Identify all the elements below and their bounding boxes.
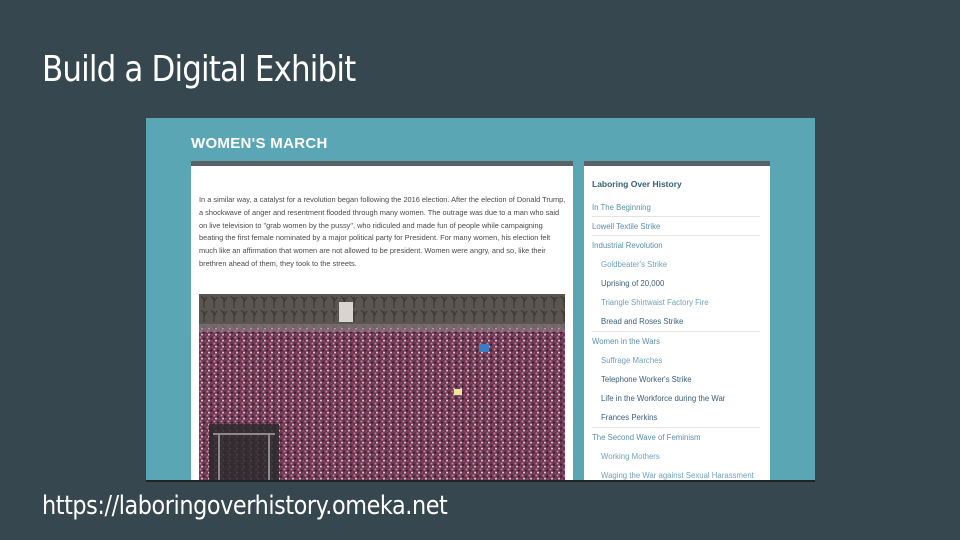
nav-item-frances-perkins[interactable]: Frances Perkins: [592, 408, 760, 428]
exhibit-nav: [592, 198, 760, 481]
website-screenshot: [146, 118, 815, 481]
sidebar-heading[interactable]: Laboring Over History: [592, 179, 682, 189]
exhibit-content-panel: [191, 161, 573, 481]
nav-item-women-in-the-wars[interactable]: Women in the Wars: [592, 337, 661, 346]
nav-item-suffrage-marches[interactable]: Suffrage Marches: [601, 356, 663, 365]
nav-item-triangle-shirtwaist-fire[interactable]: Triangle Shirtwaist Factory Fire: [601, 298, 709, 307]
nav-item-bread-and-roses-strike[interactable]: Bread and Roses Strike: [592, 312, 760, 332]
nav-item-second-wave-of-feminism[interactable]: The Second Wave of Feminism: [592, 433, 701, 442]
nav-item-industrial-revolution[interactable]: Industrial Revolution: [592, 241, 663, 250]
slide-title: Build a Digital Exhibit: [42, 49, 356, 90]
crowd-photo-image: [199, 294, 565, 481]
nav-item-waging-the-war[interactable]: Waging the War against Sexual Harassment: [601, 471, 754, 480]
exhibit-title: WOMEN'S MARCH: [191, 135, 328, 152]
nav-item-telephone-workers-strike[interactable]: Telephone Worker's Strike: [601, 375, 692, 384]
exhibit-paragraph: In a similar way, a catalyst for a revolution began following the 2016 election. After the election of Donald Trump, a shockwave of anger and resentment flooded through many women. The outrage was due to a man who said on live television to "grab women by the pussy", who ridiculed and made fun of people while campaigning beating the first female nominated by a major political party for President. For many women, his election felt much like an affirmation that women are not allowed to be president. Women were angry, and so, like their brethren ahead of them, they took to the streets.: [199, 195, 566, 268]
nav-item-goldbeaters-strike[interactable]: Goldbeater's Strike: [601, 260, 668, 269]
nav-item-uprising-of-20000[interactable]: Uprising of 20,000: [601, 279, 665, 288]
nav-item-lowell-textile-strike[interactable]: Lowell Textile Strike: [592, 217, 760, 236]
crowd-photo: [199, 294, 565, 481]
sidebar: [584, 161, 770, 481]
nav-item-life-in-the-workforce[interactable]: Life in the Workforce during the War: [601, 394, 726, 403]
nav-item-working-mothers[interactable]: Working Mothers: [601, 452, 660, 461]
site-url: https://laboringoverhistory.omeka.net: [42, 491, 448, 521]
nav-item-in-the-beginning[interactable]: In The Beginning: [592, 198, 760, 217]
screenshot-bottom-edge: [146, 480, 815, 482]
